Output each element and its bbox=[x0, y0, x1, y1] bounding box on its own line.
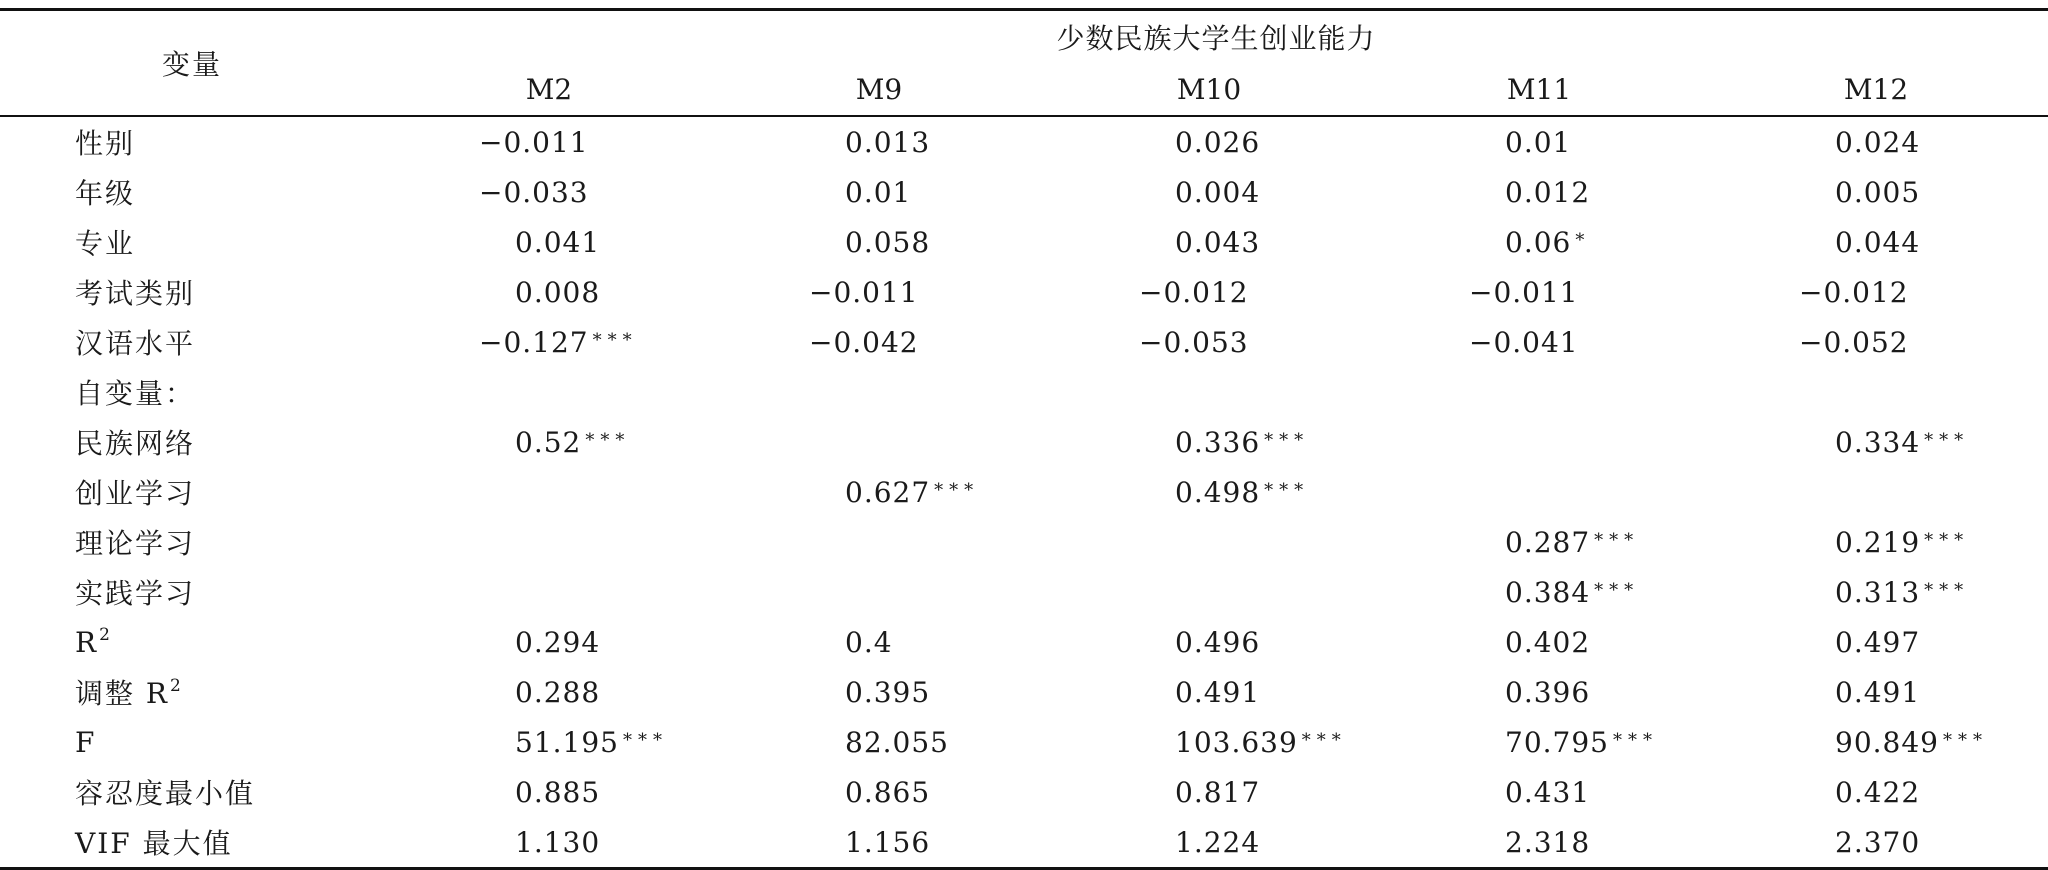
row-label: F bbox=[75, 725, 97, 759]
value-cell bbox=[714, 617, 1044, 667]
coefficient-value: 0.4 bbox=[845, 625, 893, 659]
coefficient-value: 103.639 bbox=[1175, 725, 1298, 759]
table-body bbox=[0, 116, 2048, 869]
value-cell bbox=[714, 767, 1044, 817]
row-label: VIF 最大值 bbox=[75, 827, 233, 860]
model-header-m12 bbox=[1704, 63, 2048, 116]
coefficient-value: −0.052 bbox=[1799, 325, 1909, 359]
value-cell bbox=[714, 717, 1044, 767]
significance-stars: *** bbox=[1612, 729, 1658, 751]
coefficient-value: 0.012 bbox=[1505, 175, 1591, 209]
value-cell bbox=[1704, 367, 2048, 417]
value-cell bbox=[384, 567, 714, 617]
coefficient-value: 0.402 bbox=[1505, 625, 1591, 659]
value-cell bbox=[1704, 167, 2048, 217]
value-cell bbox=[1374, 116, 1704, 167]
value-cell bbox=[384, 717, 714, 767]
value-cell bbox=[714, 116, 1044, 167]
value-cell bbox=[1374, 267, 1704, 317]
coefficient-value: 0.01 bbox=[1505, 125, 1572, 159]
significance-stars: *** bbox=[1924, 529, 1970, 551]
value-cell bbox=[384, 667, 714, 717]
value-cell bbox=[384, 217, 714, 267]
value-cell bbox=[1704, 417, 2048, 467]
table-row bbox=[0, 717, 2048, 767]
value-cell bbox=[1374, 417, 1704, 467]
significance-stars: *** bbox=[1301, 729, 1347, 751]
value-cell bbox=[1374, 167, 1704, 217]
table-row bbox=[0, 116, 2048, 167]
group-header-cell bbox=[384, 10, 2048, 64]
row-label-cell bbox=[0, 467, 384, 517]
value-cell bbox=[1044, 567, 1374, 617]
value-cell bbox=[714, 667, 1044, 717]
coefficient-value: 0.384 bbox=[1505, 575, 1591, 609]
row-label-cell bbox=[0, 717, 384, 767]
coefficient-value: −0.011 bbox=[809, 275, 919, 309]
value-cell bbox=[1374, 517, 1704, 567]
model-label: M10 bbox=[1176, 72, 1242, 106]
coefficient-value: 0.005 bbox=[1835, 175, 1921, 209]
coefficient-value: 0.041 bbox=[515, 225, 601, 259]
value-cell bbox=[1044, 116, 1374, 167]
table-row bbox=[0, 567, 2048, 617]
coefficient-value: 0.008 bbox=[515, 275, 601, 309]
value-cell bbox=[384, 767, 714, 817]
value-cell bbox=[1044, 167, 1374, 217]
value-cell bbox=[714, 167, 1044, 217]
coefficient-value: 1.156 bbox=[845, 825, 931, 859]
row-label-cell bbox=[0, 217, 384, 267]
row-label: 调整 R bbox=[75, 677, 169, 710]
value-cell bbox=[1374, 667, 1704, 717]
row-label-cell bbox=[0, 617, 384, 667]
coefficient-value: 0.043 bbox=[1175, 225, 1261, 259]
coefficient-value: −0.033 bbox=[479, 175, 589, 209]
table-row bbox=[0, 367, 2048, 417]
coefficient-value: −0.011 bbox=[1469, 275, 1579, 309]
row-label-cell bbox=[0, 167, 384, 217]
value-cell bbox=[1044, 517, 1374, 567]
group-header-title: 少数民族大学生创业能力 bbox=[1056, 22, 1376, 55]
row-label-cell bbox=[0, 567, 384, 617]
value-cell bbox=[1704, 217, 2048, 267]
value-cell bbox=[1044, 817, 1374, 869]
value-cell bbox=[1044, 367, 1374, 417]
value-cell bbox=[1704, 767, 2048, 817]
row-label: 性别 bbox=[75, 127, 136, 160]
coefficient-value: 0.026 bbox=[1175, 125, 1261, 159]
coefficient-value: 0.497 bbox=[1835, 625, 1921, 659]
value-cell bbox=[1044, 617, 1374, 667]
header-row-top bbox=[0, 10, 2048, 64]
coefficient-value: 0.336 bbox=[1175, 425, 1261, 459]
row-label: 考试类别 bbox=[75, 277, 196, 310]
significance-stars: *** bbox=[1264, 479, 1310, 501]
value-cell bbox=[1374, 367, 1704, 417]
coefficient-value: −0.053 bbox=[1139, 325, 1249, 359]
coefficient-value: 51.195 bbox=[515, 725, 619, 759]
value-cell bbox=[384, 267, 714, 317]
row-label-cell bbox=[0, 267, 384, 317]
row-label-cell bbox=[0, 317, 384, 367]
coefficient-value: 0.395 bbox=[845, 675, 931, 709]
value-cell bbox=[1374, 767, 1704, 817]
coefficient-value: 0.491 bbox=[1175, 675, 1261, 709]
table-row bbox=[0, 467, 2048, 517]
coefficient-value: 0.817 bbox=[1175, 775, 1261, 809]
coefficient-value: −0.041 bbox=[1469, 325, 1579, 359]
model-header-m9 bbox=[714, 63, 1044, 116]
table-row bbox=[0, 217, 2048, 267]
significance-stars: *** bbox=[934, 479, 980, 501]
coefficient-value: 0.288 bbox=[515, 675, 601, 709]
value-cell bbox=[1374, 467, 1704, 517]
value-cell bbox=[1704, 817, 2048, 869]
table-row bbox=[0, 667, 2048, 717]
row-label: 自变量： bbox=[75, 377, 196, 410]
coefficient-value: 0.885 bbox=[515, 775, 601, 809]
coefficient-value: 0.024 bbox=[1835, 125, 1921, 159]
table-row bbox=[0, 517, 2048, 567]
table-header bbox=[0, 10, 2048, 117]
value-cell bbox=[1044, 417, 1374, 467]
table-row bbox=[0, 817, 2048, 869]
table-row bbox=[0, 267, 2048, 317]
row-label-cell bbox=[0, 767, 384, 817]
value-cell bbox=[384, 517, 714, 567]
significance-stars: *** bbox=[1594, 579, 1640, 601]
row-label-cell bbox=[0, 517, 384, 567]
value-cell bbox=[384, 367, 714, 417]
value-cell bbox=[714, 517, 1044, 567]
coefficient-value: −0.012 bbox=[1799, 275, 1909, 309]
coefficient-value: 2.318 bbox=[1505, 825, 1591, 859]
value-cell bbox=[1704, 667, 2048, 717]
coefficient-value: 0.044 bbox=[1835, 225, 1921, 259]
row-label: 汉语水平 bbox=[75, 327, 196, 360]
value-cell bbox=[384, 617, 714, 667]
coefficient-value: 0.498 bbox=[1175, 475, 1261, 509]
value-cell bbox=[1044, 717, 1374, 767]
value-cell bbox=[714, 817, 1044, 869]
value-cell bbox=[1704, 517, 2048, 567]
row-label: 专业 bbox=[75, 227, 136, 260]
coefficient-value: 0.287 bbox=[1505, 525, 1591, 559]
value-cell bbox=[1374, 567, 1704, 617]
value-cell bbox=[1374, 217, 1704, 267]
model-header-m11 bbox=[1374, 63, 1704, 116]
row-label: 创业学习 bbox=[75, 477, 196, 510]
row-label-cell bbox=[0, 367, 384, 417]
value-cell bbox=[1044, 767, 1374, 817]
coefficient-value: 70.795 bbox=[1505, 725, 1609, 759]
value-cell bbox=[1704, 717, 2048, 767]
value-cell bbox=[384, 167, 714, 217]
value-cell bbox=[1374, 817, 1704, 869]
coefficient-value: 0.06 bbox=[1505, 225, 1572, 259]
superscript: 2 bbox=[169, 676, 183, 696]
significance-stars: *** bbox=[585, 429, 631, 451]
value-cell bbox=[714, 267, 1044, 317]
model-label: M9 bbox=[855, 72, 903, 106]
table-row bbox=[0, 417, 2048, 467]
row-label: 年级 bbox=[75, 177, 136, 210]
table-row bbox=[0, 617, 2048, 667]
value-cell bbox=[1044, 467, 1374, 517]
value-cell bbox=[1704, 467, 2048, 517]
coefficient-value: −0.127 bbox=[479, 325, 589, 359]
coefficient-value: 0.491 bbox=[1835, 675, 1921, 709]
value-cell bbox=[1374, 717, 1704, 767]
coefficient-value: 0.004 bbox=[1175, 175, 1261, 209]
row-label: 容忍度最小值 bbox=[75, 777, 256, 810]
coefficient-value: 0.627 bbox=[845, 475, 931, 509]
row-label-cell bbox=[0, 116, 384, 167]
variable-column-header: 变量 bbox=[0, 10, 384, 117]
value-cell bbox=[1704, 116, 2048, 167]
coefficient-value: 0.865 bbox=[845, 775, 931, 809]
significance-stars: *** bbox=[1594, 529, 1640, 551]
value-cell bbox=[384, 317, 714, 367]
significance-stars: *** bbox=[1264, 429, 1310, 451]
value-cell bbox=[1374, 617, 1704, 667]
value-cell bbox=[1044, 667, 1374, 717]
coefficient-value: 0.334 bbox=[1835, 425, 1921, 459]
significance-stars: *** bbox=[1924, 579, 1970, 601]
row-label-cell bbox=[0, 417, 384, 467]
value-cell bbox=[714, 567, 1044, 617]
table-row bbox=[0, 317, 2048, 367]
value-cell bbox=[384, 116, 714, 167]
significance-stars: * bbox=[1575, 229, 1591, 251]
coefficient-value: 1.130 bbox=[515, 825, 601, 859]
row-label: R bbox=[75, 626, 99, 659]
coefficient-value: 0.294 bbox=[515, 625, 601, 659]
row-label: 理论学习 bbox=[75, 527, 196, 560]
model-label: M2 bbox=[525, 72, 573, 106]
value-cell bbox=[1044, 317, 1374, 367]
value-cell bbox=[714, 467, 1044, 517]
coefficient-value: −0.042 bbox=[809, 325, 919, 359]
coefficient-value: −0.012 bbox=[1139, 275, 1249, 309]
table-row bbox=[0, 767, 2048, 817]
coefficient-value: 0.422 bbox=[1835, 775, 1921, 809]
value-cell bbox=[1044, 217, 1374, 267]
value-cell bbox=[1704, 267, 2048, 317]
value-cell bbox=[1044, 267, 1374, 317]
model-header-m2 bbox=[384, 63, 714, 116]
row-label-cell bbox=[0, 817, 384, 869]
value-cell bbox=[714, 417, 1044, 467]
row-label: 实践学习 bbox=[75, 577, 196, 610]
value-cell bbox=[1704, 317, 2048, 367]
regression-table bbox=[0, 8, 2048, 870]
coefficient-value: 2.370 bbox=[1835, 825, 1921, 859]
model-label: M12 bbox=[1843, 72, 1909, 106]
coefficient-value: −0.011 bbox=[479, 125, 589, 159]
coefficient-value: 0.058 bbox=[845, 225, 931, 259]
coefficient-value: 0.313 bbox=[1835, 575, 1921, 609]
model-label: M11 bbox=[1506, 72, 1572, 106]
coefficient-value: 0.396 bbox=[1505, 675, 1591, 709]
value-cell bbox=[384, 417, 714, 467]
table-row bbox=[0, 167, 2048, 217]
coefficient-value: 0.496 bbox=[1175, 625, 1261, 659]
coefficient-value: 82.055 bbox=[845, 725, 949, 759]
value-cell bbox=[384, 817, 714, 869]
coefficient-value: 90.849 bbox=[1835, 725, 1939, 759]
value-cell bbox=[714, 317, 1044, 367]
model-header-m10 bbox=[1044, 63, 1374, 116]
coefficient-value: 0.013 bbox=[845, 125, 931, 159]
value-cell bbox=[714, 367, 1044, 417]
row-label-cell bbox=[0, 667, 384, 717]
coefficient-value: 1.224 bbox=[1175, 825, 1261, 859]
coefficient-value: 0.52 bbox=[515, 425, 582, 459]
superscript: 2 bbox=[99, 625, 112, 645]
coefficient-value: 0.219 bbox=[1835, 525, 1921, 559]
value-cell bbox=[1374, 317, 1704, 367]
value-cell bbox=[1704, 617, 2048, 667]
significance-stars: *** bbox=[592, 329, 638, 351]
coefficient-value: 0.431 bbox=[1505, 775, 1591, 809]
value-cell bbox=[1704, 567, 2048, 617]
significance-stars: *** bbox=[1924, 429, 1970, 451]
significance-stars: *** bbox=[622, 729, 668, 751]
significance-stars: *** bbox=[1942, 729, 1988, 751]
row-label: 民族网络 bbox=[75, 427, 196, 460]
regression-table-container bbox=[0, 8, 2048, 870]
value-cell bbox=[714, 217, 1044, 267]
value-cell bbox=[384, 467, 714, 517]
coefficient-value: 0.01 bbox=[845, 175, 912, 209]
